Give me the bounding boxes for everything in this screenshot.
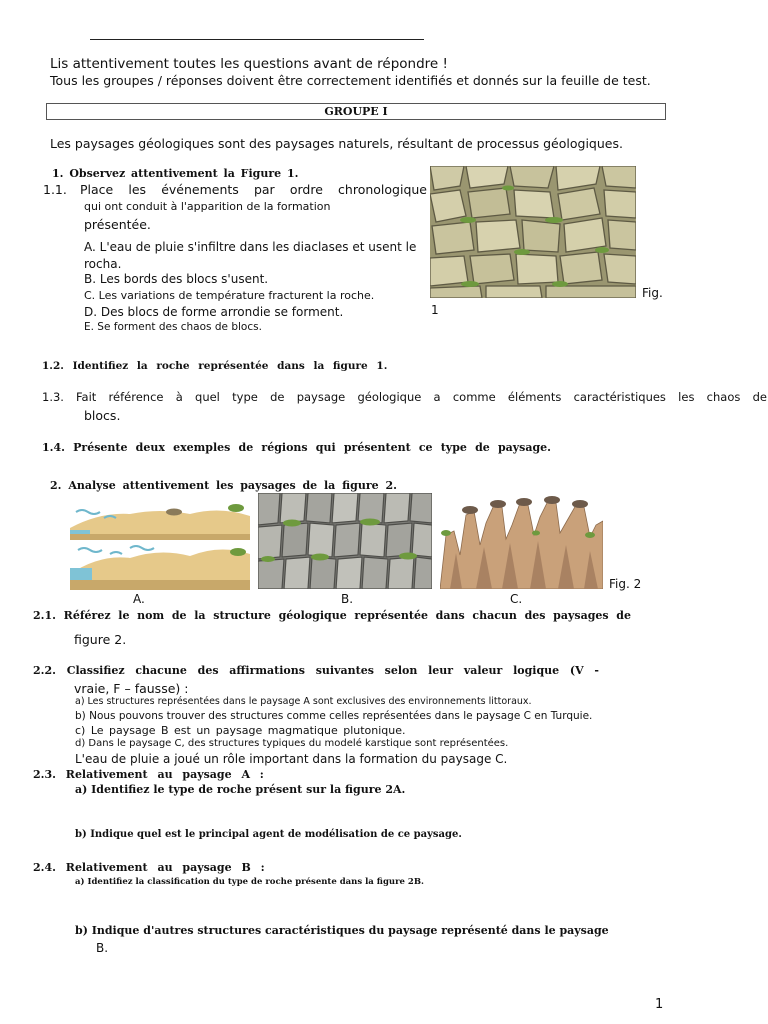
q14-text: 1.4. Présente deux exemples de régions qui présentent ce type de paysage. [42, 441, 551, 454]
name-line [90, 39, 424, 40]
q23-title: 2.3. Relativement au paysage A : [33, 768, 264, 781]
page-number: 1 [655, 997, 664, 1012]
statement-d: d) Dans le paysage C, des structures typiques du modelé karstique sont représentées. [75, 738, 509, 749]
q24-title: 2.4. Relativement au paysage B : [33, 861, 265, 874]
q13-line2: blocs. [84, 408, 121, 423]
figure-1-block-chaos [430, 166, 636, 298]
q13-number: 1.3. [42, 390, 64, 404]
figure-1-label-number: 1 [431, 303, 439, 317]
q1-title: 1. Observez attentivement la Figure 1. [52, 167, 299, 180]
intro-text: Les paysages géologiques sont des paysages naturels, résultant de processus géologiques. [50, 136, 623, 151]
figure-2b-rock-columns [258, 493, 432, 589]
option-a-cont: rocha. [84, 257, 122, 271]
q22-line1: 2.2. Classifiez chacune des affirmations suivantes selon leur valeur logique (V - [33, 664, 599, 677]
instruction: Lis attentivement toutes les questions avant de répondre ! [50, 56, 448, 72]
q2-title: 2. Analyse attentivement les paysages de la figure 2. [50, 479, 397, 492]
q24-b: b) Indique d'autres structures caractéristiques du paysage représenté dans le paysage [75, 924, 609, 937]
figure-2c-hoodoos [440, 495, 603, 589]
q13-line1: Fait référence à quel type de paysage géologique a comme éléments caractéristiques les chaos de [76, 390, 767, 404]
q23-a: a) Identifiez le type de roche présent sur la figure 2A. [75, 783, 406, 796]
q22-line2: vraie, F – fausse) : [74, 681, 189, 696]
q21-line1: 2.1. Référez le nom de la structure géologique représentée dans chacun des paysages de [33, 609, 631, 622]
statement-c: c) Le paysage B est un paysage magmatique plutonique. [75, 724, 406, 737]
q24-b-cont: B. [96, 941, 109, 955]
statement-e: L'eau de pluie a joué un rôle important dans la formation du paysage C. [75, 752, 508, 766]
option-e: E. Se forment des chaos de blocs. [84, 321, 262, 333]
q21-line2: figure 2. [74, 632, 127, 647]
q11-line3: présentée. [84, 217, 151, 232]
statement-a: a) Les structures représentées dans le paysage A sont exclusives des environnements littoraux. [75, 696, 532, 707]
figure-2a-coastal-dunes [70, 500, 250, 590]
q11-number: 1.1. [43, 182, 67, 197]
q11-line1: Place les événements par ordre chronologique [80, 182, 427, 197]
subinstruction: Tous les groupes / réponses doivent être correctement identifiés et donnés sur la feuille de test. [50, 73, 651, 88]
figure-2c-label: C. [510, 592, 523, 606]
option-c: C. Les variations de température fracturent la roche. [84, 289, 375, 302]
option-d: D. Des blocs de forme arrondie se forment. [84, 305, 344, 319]
figure-2-caption: Fig. 2 [609, 577, 642, 591]
group-title: GROUPE I [46, 103, 666, 120]
figure-1-label-fig: Fig. [642, 286, 663, 300]
q11-line2: qui ont conduit à l'apparition de la formation [84, 200, 331, 213]
q24-a: a) Identifiez la classification du type de roche présente dans la figure 2B. [75, 877, 424, 887]
q23-b: b) Indique quel est le principal agent de modélisation de ce paysage. [75, 829, 462, 840]
option-a: A. L'eau de pluie s'infiltre dans les diaclases et usent le [84, 240, 417, 254]
q12-text: 1.2. Identifiez la roche représentée dans la figure 1. [42, 360, 388, 372]
figure-2a-label: A. [133, 592, 145, 606]
figure-2b-label: B. [341, 592, 354, 606]
option-b: B. Les bords des blocs s'usent. [84, 272, 269, 286]
statement-b: b) Nous pouvons trouver des structures comme celles représentées dans le paysage C en Turquie. [75, 710, 593, 722]
